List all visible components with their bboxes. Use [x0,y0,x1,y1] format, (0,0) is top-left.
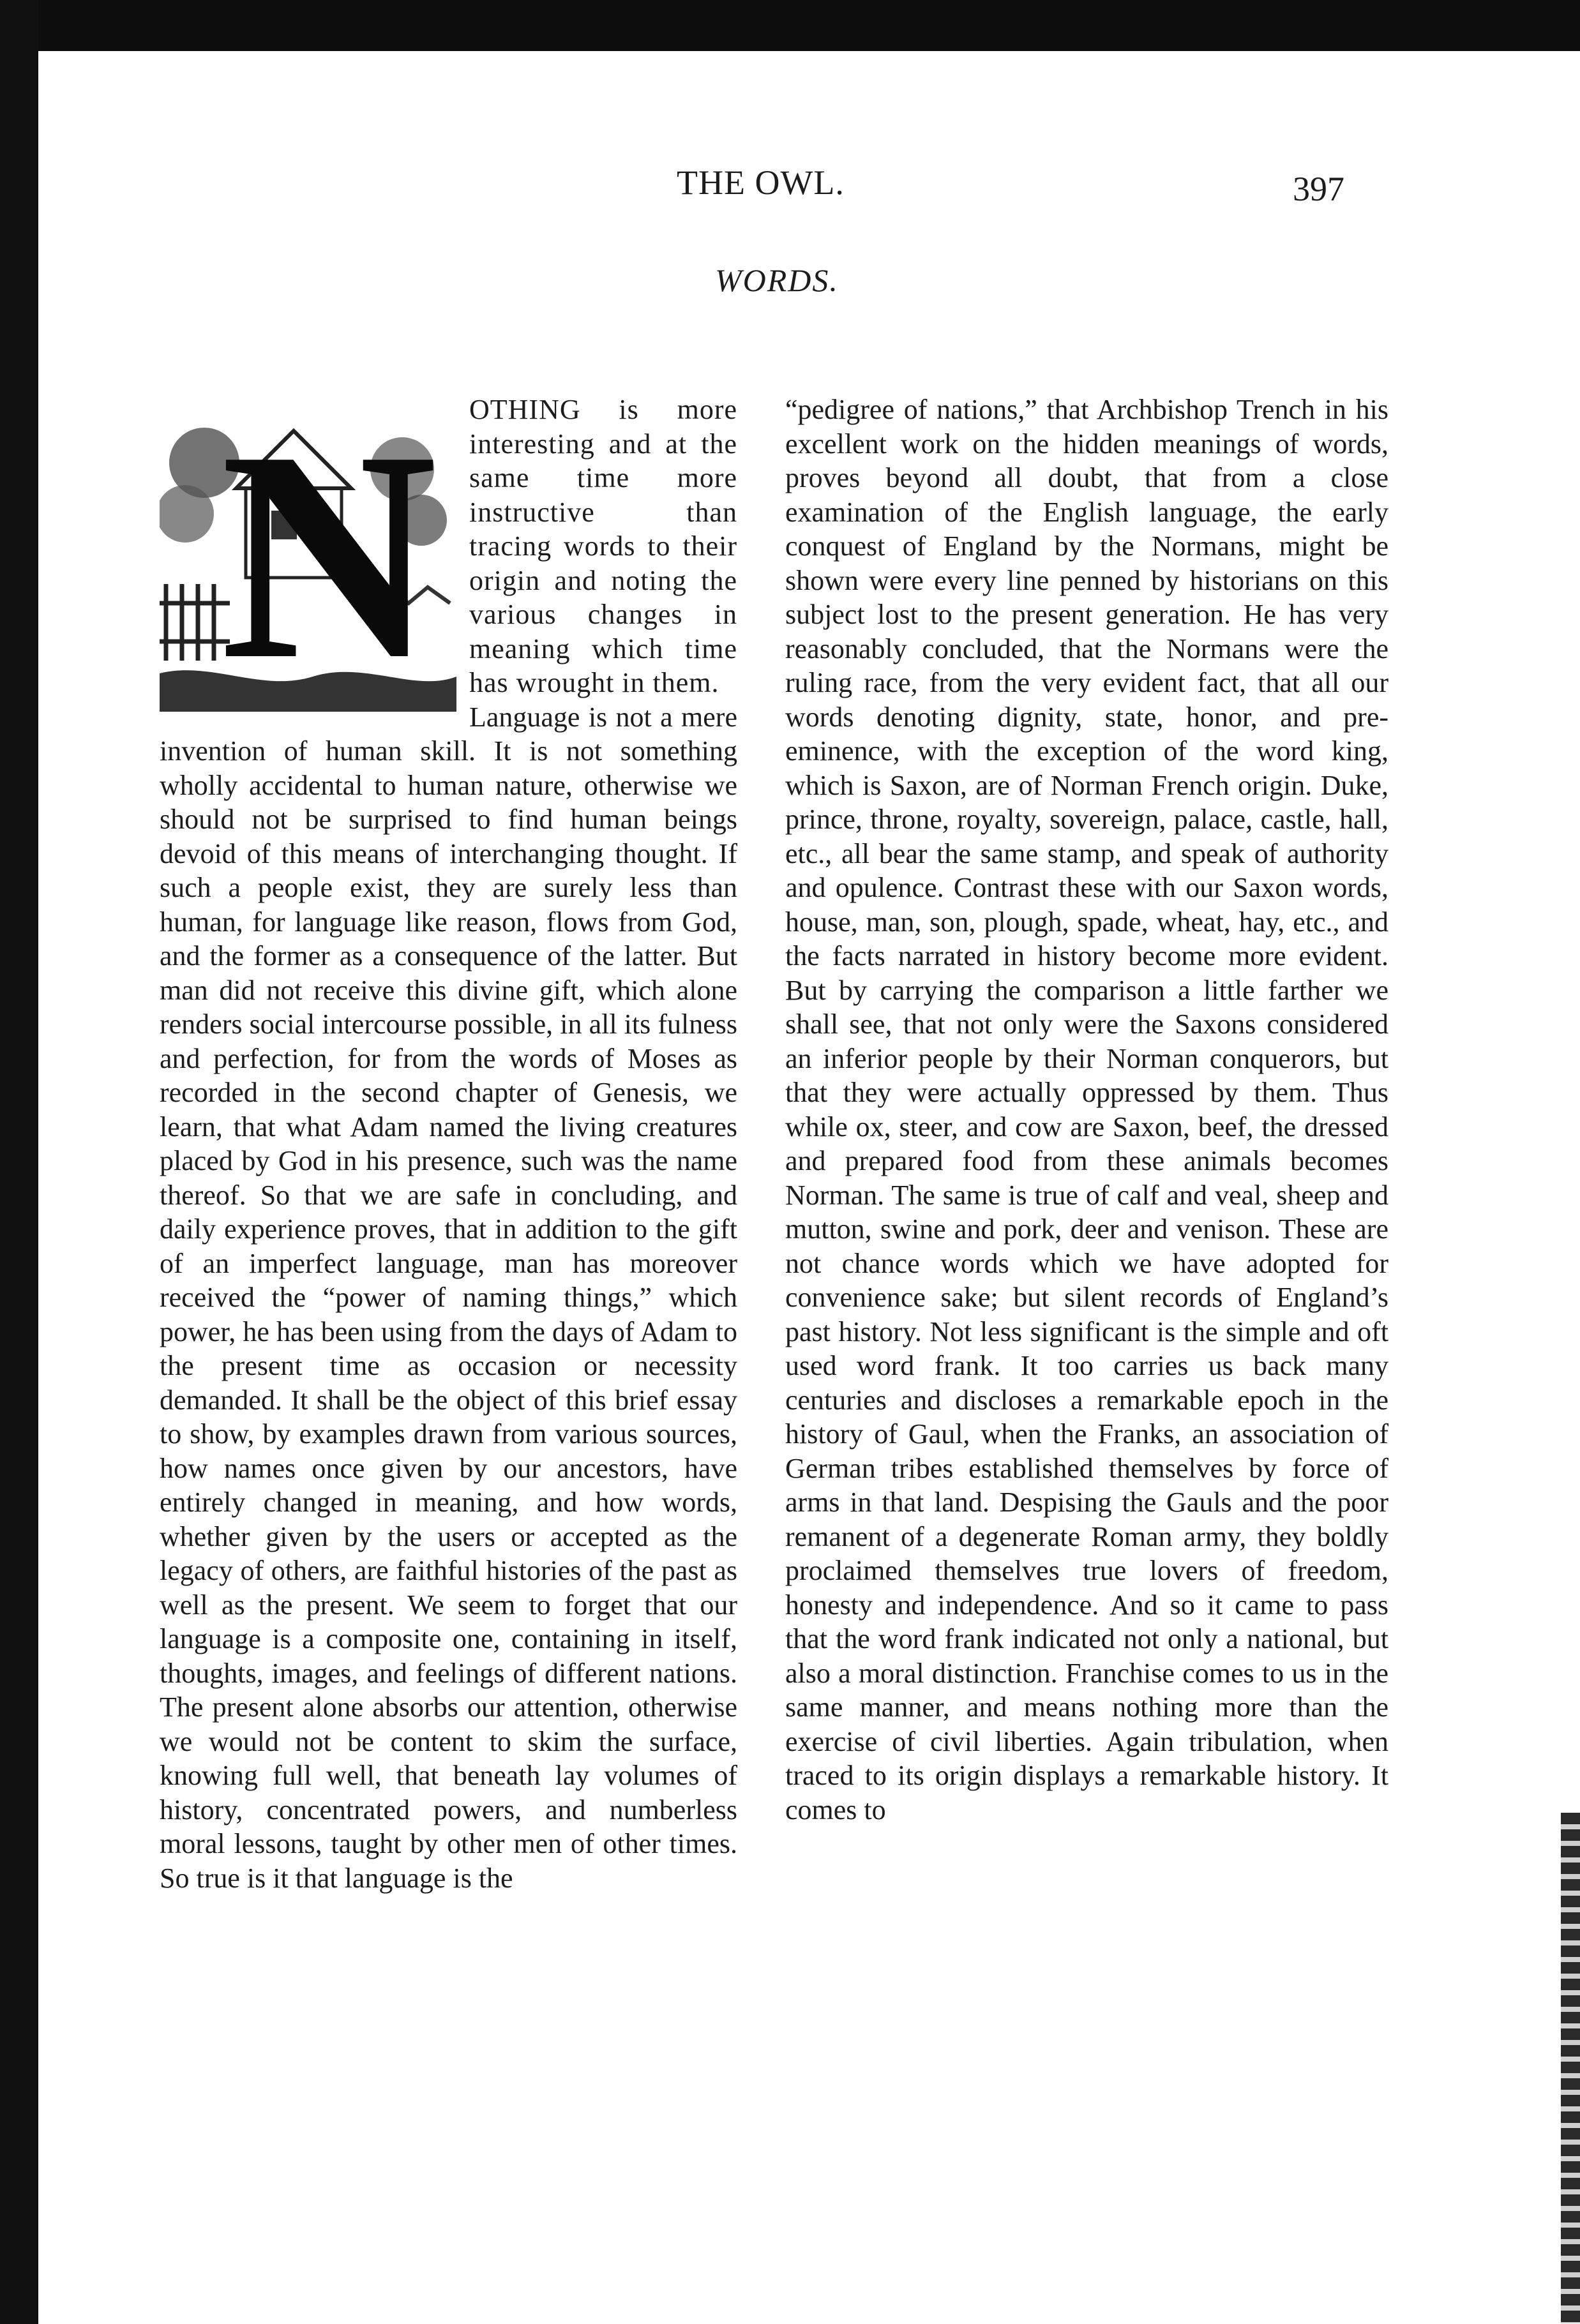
right-column [785,393,1388,1827]
scan-right-edge [1561,1813,1580,2323]
scan-left-border [0,0,38,2324]
left-column-paragraph: Language is not a mere invention of human skill. It is not something wholly accidental to human nature, otherwise we should not be surprised to find human beings devoid of this means of interchanging thought. If such a people exist, they are surely less than human, for language like reason, flows from God, and the former as a consequence of the latter. But man did not receive this divine gift, which alone renders social intercourse possible, in all its fulness and perfection, for from the words of Moses as recorded in the second chapter of Genesis, we learn, that what Adam named the living creatures placed by God in his presence, such was the name thereof. So that we are safe in concluding, and daily experience proves, that in addition to the gift of an imperfect language, man has moreover received the “power of naming things,” which power, he has been using from the days of Adam to the present time as occasion or necessity demanded. It shall be the object of this brief essay to show, by examples drawn from various sources, how names once given by our ancestors, have entirely changed in meaning, and how words, whether given by the users or accepted as the legacy of others, are faithful histories of the past as well as the present. We seem to forget that our language is a composite one, containing in itself, thoughts, images, and feelings of different nations. The present alone absorbs our attention, otherwise we would not be content to skim the surface, knowing full well, that beneath lay volumes of history, concentrated powers, and numberless moral lessons, taught by other men of other times. So true is it that language is the [160,701,737,1894]
illustrated-dropcap [160,389,456,731]
opening-paragraph: OTHING is more interesting and at the same time more instructive than tracing words to their origin and noting the various changes in meaning which time has wrought in them. [469,394,737,698]
left-column [160,389,737,1895]
right-column-paragraph: “pedigree of nations,” that Archbishop Trench in his excellent work on the hidden meanings of words, proves beyond all doubt, that from a close examination of the English language, the early conquest of England by the Normans, might be shown were every line penned by historians on this subject lost to the present generation. He has very reasonably concluded, that the Normans were the ruling race, from the very evident fact, that all our words denoting dignity, state, honor, and pre-eminence, with the exception of the word king, which is Saxon, are of Norman French origin. Duke, prince, throne, royalty, sovereign, palace, castle, hall, etc., all bear the same stamp, and speak of authority and opulence. Contrast these with our Saxon words, house, man, son, plough, spade, wheat, hay, etc., and the facts narrated in history become more evident. But by carrying the comparison a little farther we shall see, that not only were the Saxons considered an inferior people by their Norman conquerors, but that they were actually oppressed by them. Thus while ox, steer, and cow are Saxon, beef, the dressed and prepared food from these animals becomes Norman. The same is true of calf and veal, sheep and mutton, swine and pork, deer and venison. These are not chance words which we have adopted for convenience sake; but silent records of England’s past history. Not less significant is the simple and oft used word frank. It too carries us back many centuries and discloses a remarkable epoch in the history of Gaul, when the Franks, an association of German tribes established themselves by force of arms in that land. Despising the Gauls and the poor remanent of a degenerate Roman army, they boldly proclaimed themselves true lovers of freedom, honesty and independence. And so it came to pass that the word frank indicated not only a national, but also a moral distinction. Franchise comes to us in the same manner, and means nothing more than the exercise of civil liberties. Again tribulation, when traced to its origin displays a remarkable history. It comes to [785,394,1388,1825]
page-number: 397 [1293,170,1344,208]
article-title: WORDS. [715,262,839,298]
dropcap-letter: N [220,389,437,721]
running-header: THE OWL. [677,163,845,202]
scan-top-border [0,0,1580,51]
